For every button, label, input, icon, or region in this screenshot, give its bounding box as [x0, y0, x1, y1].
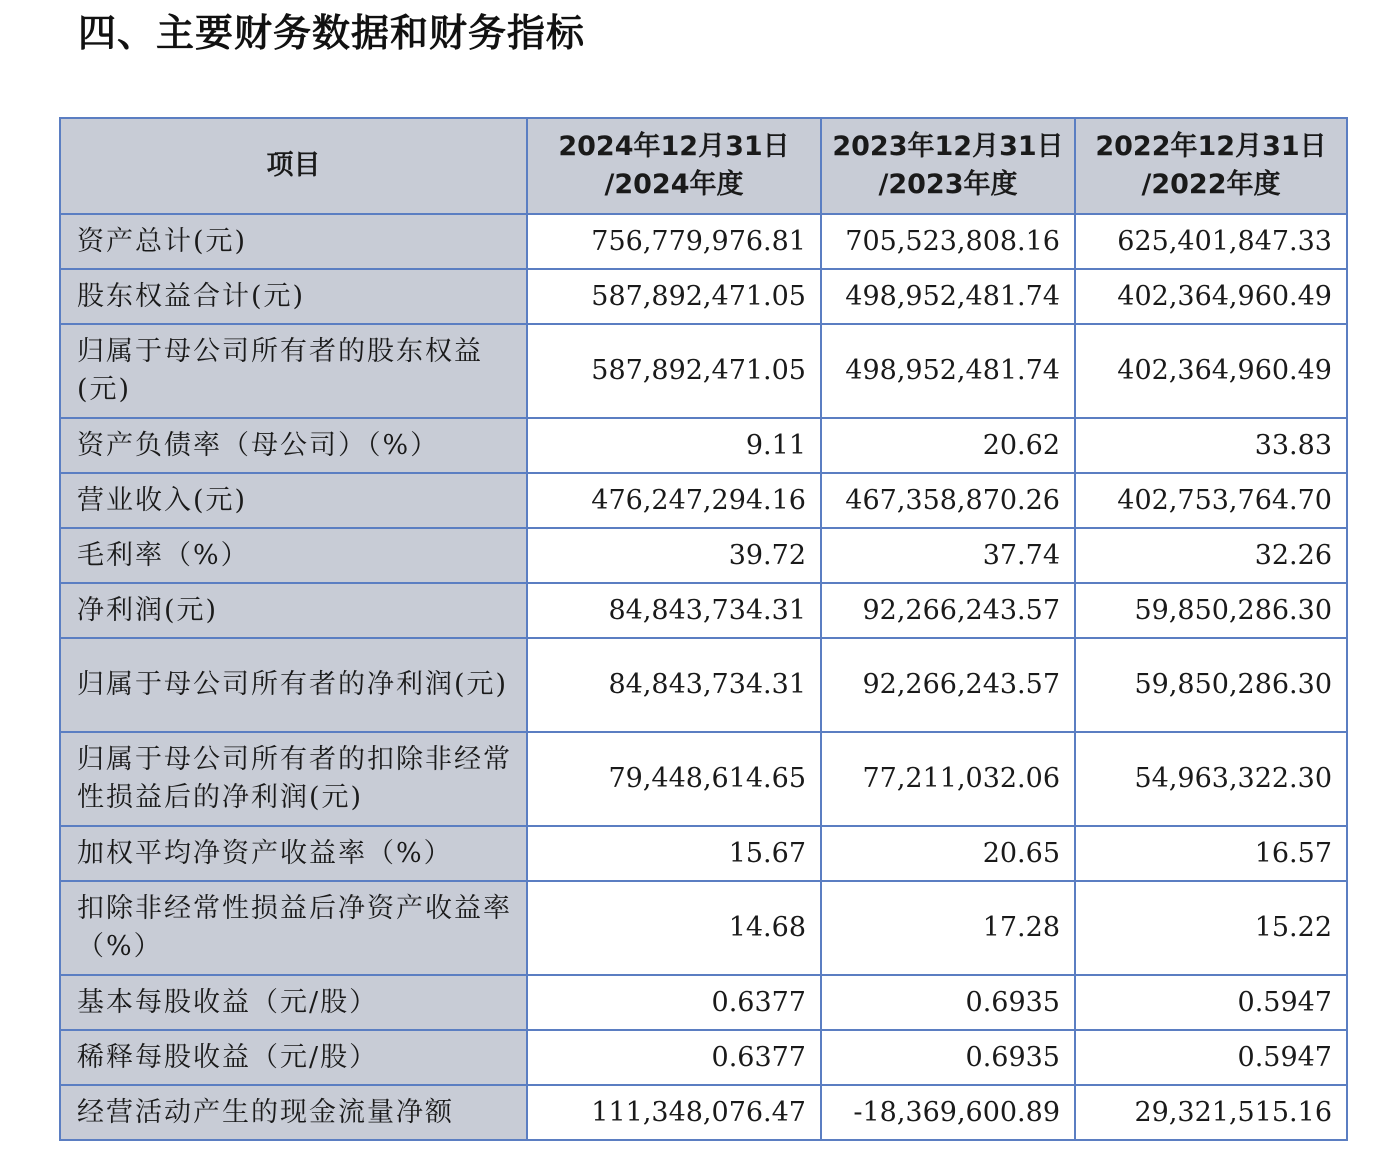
row-label: 稀释每股收益（元/股） — [60, 1030, 527, 1085]
value-2022: 0.5947 — [1075, 1030, 1347, 1085]
row-label: 营业收入(元) — [60, 473, 527, 528]
header-2022-date: 2022年12月31日 — [1095, 131, 1327, 162]
value-2023: 17.28 — [821, 881, 1075, 975]
row-label: 归属于母公司所有者的扣除非经常性损益后的净利润(元) — [60, 732, 527, 826]
row-label: 资产总计(元) — [60, 214, 527, 269]
value-2022: 402,364,960.49 — [1075, 269, 1347, 324]
table-row — [60, 1030, 1347, 1085]
value-2022: 15.22 — [1075, 881, 1347, 975]
value-2022: 54,963,322.30 — [1075, 732, 1347, 826]
header-2024-year: /2024年度 — [604, 169, 744, 200]
value-2023: 92,266,243.57 — [821, 638, 1075, 732]
section-title: 四、主要财务数据和财务指标 — [78, 11, 586, 55]
table-row — [60, 881, 1347, 975]
value-2022: 33.83 — [1075, 418, 1347, 473]
header-2024-date: 2024年12月31日 — [558, 131, 790, 162]
table-row — [60, 418, 1347, 473]
row-label: 资产负债率（母公司）（%） — [60, 418, 527, 473]
value-2024: 476,247,294.16 — [527, 473, 821, 528]
table-row — [60, 1085, 1347, 1140]
row-label: 归属于母公司所有者的净利润(元) — [60, 638, 527, 732]
value-2024: 9.11 — [527, 418, 821, 473]
value-2024: 39.72 — [527, 528, 821, 583]
value-2024: 79,448,614.65 — [527, 732, 821, 826]
value-2022: 625,401,847.33 — [1075, 214, 1347, 269]
value-2024: 14.68 — [527, 881, 821, 975]
header-2022-year: /2022年度 — [1141, 169, 1281, 200]
header-2023-year: /2023年度 — [878, 169, 1018, 200]
table-row — [60, 638, 1347, 732]
header-2023 — [821, 118, 1075, 214]
header-item — [60, 118, 527, 214]
value-2023: 0.6935 — [821, 1030, 1075, 1085]
value-2022: 402,364,960.49 — [1075, 324, 1347, 418]
row-label: 股东权益合计(元) — [60, 269, 527, 324]
table-row — [60, 324, 1347, 418]
value-2022: 32.26 — [1075, 528, 1347, 583]
row-label: 扣除非经常性损益后净资产收益率（%） — [60, 881, 527, 975]
value-2023: 0.6935 — [821, 975, 1075, 1030]
value-2024: 756,779,976.81 — [527, 214, 821, 269]
value-2023: 498,952,481.74 — [821, 269, 1075, 324]
financial-data-table — [59, 117, 1348, 1141]
table-row — [60, 583, 1347, 638]
table-row — [60, 269, 1347, 324]
row-label: 毛利率（%） — [60, 528, 527, 583]
row-label: 归属于母公司所有者的股东权益(元) — [60, 324, 527, 418]
value-2022: 59,850,286.30 — [1075, 583, 1347, 638]
value-2022: 16.57 — [1075, 826, 1347, 881]
value-2023: 705,523,808.16 — [821, 214, 1075, 269]
table-row — [60, 826, 1347, 881]
value-2024: 111,348,076.47 — [527, 1085, 821, 1140]
value-2024: 587,892,471.05 — [527, 324, 821, 418]
table-row — [60, 732, 1347, 826]
value-2022: 59,850,286.30 — [1075, 638, 1347, 732]
value-2023: -18,369,600.89 — [821, 1085, 1075, 1140]
row-label: 基本每股收益（元/股） — [60, 975, 527, 1030]
row-label: 净利润(元) — [60, 583, 527, 638]
value-2024: 84,843,734.31 — [527, 638, 821, 732]
table-row — [60, 975, 1347, 1030]
value-2024: 587,892,471.05 — [527, 269, 821, 324]
header-row — [60, 118, 1347, 214]
value-2023: 498,952,481.74 — [821, 324, 1075, 418]
value-2022: 29,321,515.16 — [1075, 1085, 1347, 1140]
value-2024: 0.6377 — [527, 1030, 821, 1085]
header-2024 — [527, 118, 821, 214]
value-2023: 77,211,032.06 — [821, 732, 1075, 826]
header-2022 — [1075, 118, 1347, 214]
row-label: 加权平均净资产收益率（%） — [60, 826, 527, 881]
value-2023: 92,266,243.57 — [821, 583, 1075, 638]
value-2024: 84,843,734.31 — [527, 583, 821, 638]
row-label: 经营活动产生的现金流量净额 — [60, 1085, 527, 1140]
value-2023: 20.62 — [821, 418, 1075, 473]
value-2024: 0.6377 — [527, 975, 821, 1030]
header-2023-date: 2023年12月31日 — [832, 131, 1064, 162]
value-2023: 20.65 — [821, 826, 1075, 881]
value-2023: 467,358,870.26 — [821, 473, 1075, 528]
table-row — [60, 528, 1347, 583]
value-2022: 0.5947 — [1075, 975, 1347, 1030]
table-row — [60, 214, 1347, 269]
table-row — [60, 473, 1347, 528]
value-2022: 402,753,764.70 — [1075, 473, 1347, 528]
value-2024: 15.67 — [527, 826, 821, 881]
header-item-label: 项目 — [266, 150, 321, 181]
value-2023: 37.74 — [821, 528, 1075, 583]
